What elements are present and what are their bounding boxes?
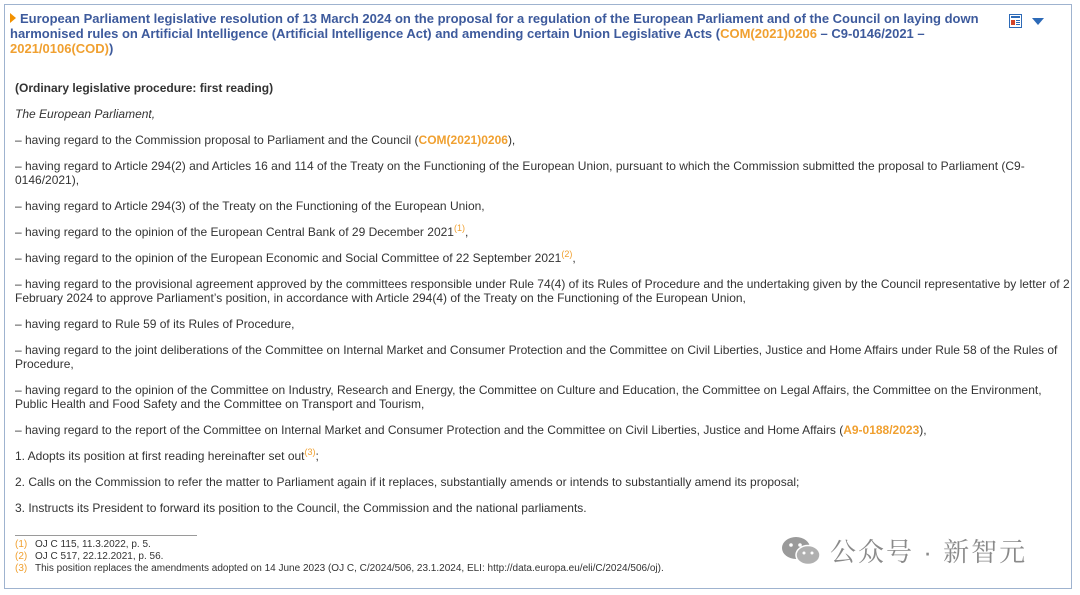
procedure-link[interactable]: 2021/0106(COD) bbox=[10, 41, 109, 56]
citation: – having regard to Article 294(3) of the Treaty on the Functioning of the European Union, bbox=[15, 199, 485, 213]
citation: – having regard to Rule 59 of its Rules of Procedure, bbox=[15, 317, 295, 331]
report-link[interactable]: A9-0188/2023 bbox=[843, 423, 920, 437]
footnote: (3) This position replaces the amendments adopted on 14 June 2023 (OJ C, C/2024/506, 23.1.2024, ELI: http://data.europa.eu/eli/C/2024/506/oj). bbox=[15, 563, 664, 574]
footnote-ref[interactable]: (1) bbox=[453, 223, 465, 233]
resolution-body bbox=[15, 81, 1070, 527]
citation: – having regard to the provisional agreement approved by the committees responsible under Rule 74(4) of its Rules of Procedure and the undertaking given by the Council representative by letter of 2 February 2024 to approve Parliament’s position, in accordance with Article 294(4) of the Treaty on the Functioning of the European Union, bbox=[15, 277, 1070, 305]
triangle-right-icon[interactable] bbox=[10, 13, 16, 23]
citation: – having regard to the report of the Committee on Internal Market and Consumer Protection and the Committee on Civil Liberties, Justice and Home Affairs (A9-0188/2023), bbox=[15, 423, 927, 437]
com-link[interactable]: COM(2021)0206 bbox=[720, 26, 817, 41]
footnote: (1) OJ C 115, 11.3.2022, p. 5. bbox=[15, 539, 151, 550]
citation: – having regard to the opinion of the European Economic and Social Committee of 22 September 2021$^{(2)}$, bbox=[15, 249, 576, 265]
footnote-ref[interactable]: (3) bbox=[304, 447, 316, 457]
numbered-item: 3. Instructs its President to forward its position to the Council, the Commission and the national parliaments. bbox=[15, 501, 587, 515]
com-link[interactable]: COM(2021)0206 bbox=[418, 133, 508, 147]
footnotes bbox=[15, 539, 664, 575]
citation: – having regard to Article 294(2) and Articles 16 and 114 of the Treaty on the Functioning of the European Union, pursuant to which the Commission submitted the proposal to Parliament (C9-0146/2021), bbox=[15, 159, 1025, 187]
numbered-item: 1. Adopts its position at first reading hereinafter set out$^{(3)}$; bbox=[15, 447, 319, 463]
citation: – having regard to the opinion of the Committee on Industry, Research and Energy, the Committee on Culture and Education, the Committee on Legal Affairs, the Committee on the Environment, Public Health and Food Safety and the Committee on Transport and Tourism, bbox=[15, 383, 1042, 411]
watermark-text: 公众号 · 新智元 bbox=[830, 537, 1028, 567]
caret-down-icon[interactable] bbox=[1032, 18, 1044, 25]
procedure-heading: (Ordinary legislative procedure: first reading) bbox=[15, 81, 274, 95]
document-icon[interactable] bbox=[1009, 14, 1022, 28]
footnote: (2) OJ C 517, 22.12.2021, p. 56. bbox=[15, 551, 164, 562]
citation: – having regard to the Commission proposal to Parliament and the Council (COM(2021)0206), bbox=[15, 133, 516, 147]
ep-heading: The European Parliament, bbox=[15, 107, 156, 121]
citation: – having regard to the joint deliberations of the Committee on Internal Market and Consumer Protection and the Committee on Civil Liberties, Justice and Home Affairs under Rule 58 of the Rules of Procedure, bbox=[15, 343, 1058, 371]
footnote-ref[interactable]: (2) bbox=[561, 249, 573, 259]
wechat-icon bbox=[780, 533, 822, 569]
watermark bbox=[780, 532, 1027, 569]
citation: – having regard to the opinion of the European Central Bank of 29 December 2021$^{(1)}$, bbox=[15, 223, 469, 239]
numbered-item: 2. Calls on the Commission to refer the matter to Parliament again if it replaces, substantially amends or intends to substantially amend its proposal; bbox=[15, 475, 800, 489]
document-title: European Parliament legislative resolution of 13 March 2024 on the proposal for a regulation of the European Parliament and of the Council on laying down harmonised rules on Artificial Intelligence (Artificial Intelligence Act) and amending certain Union Legislative Acts (COM(2021)0206 – C9-0146/2021 – 2021/0106(COD)) bbox=[10, 11, 979, 56]
title-tools bbox=[1009, 14, 1044, 28]
footnote-divider bbox=[15, 535, 197, 536]
